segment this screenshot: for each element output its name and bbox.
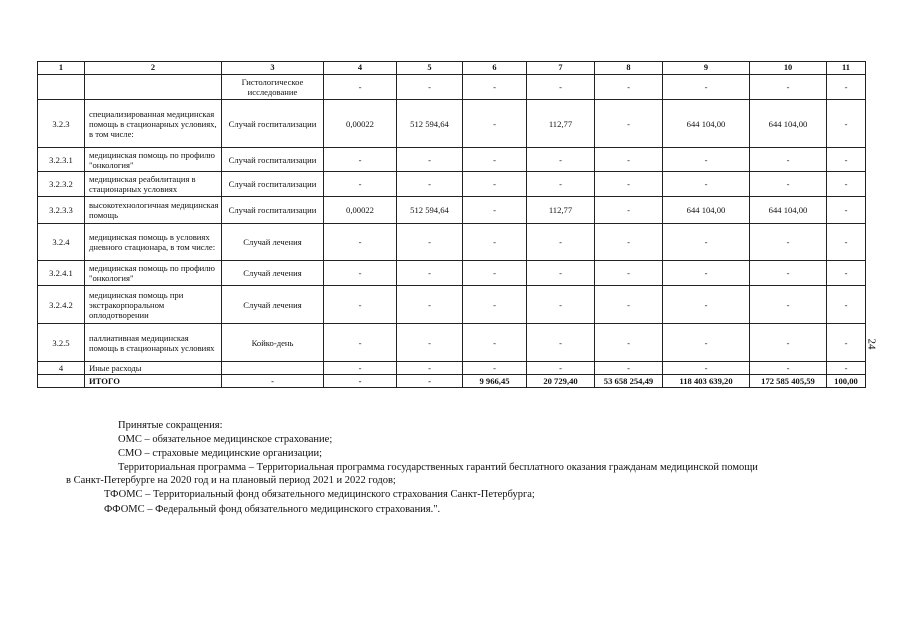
- row-value: -: [324, 148, 397, 172]
- row-value: -: [595, 224, 663, 261]
- row-description: медицинская реабилитация в стационарных условиях: [85, 172, 222, 197]
- row-unit: -: [222, 375, 324, 388]
- note-smo: СМО – страховые медицинские организации;: [118, 448, 323, 459]
- row-value: 172 585 405,59: [750, 375, 827, 388]
- row-value: -: [463, 286, 527, 324]
- row-value: -: [397, 172, 463, 197]
- row-description: [85, 75, 222, 100]
- row-value: -: [595, 286, 663, 324]
- row-value: -: [463, 100, 527, 148]
- row-value: 512 594,64: [397, 197, 463, 224]
- row-value: -: [527, 172, 595, 197]
- column-number: 9: [663, 62, 750, 75]
- page-number: 24: [865, 338, 878, 350]
- table-row: [38, 197, 866, 224]
- row-unit: Гистологическое исследование: [222, 75, 324, 100]
- row-value: -: [397, 362, 463, 375]
- row-unit: Койко-день: [222, 324, 324, 362]
- other-expenses-row: [38, 362, 866, 375]
- row-value: -: [324, 286, 397, 324]
- note-tfoms: ТФОМС – Территориальный фонд обязательного медицинского страхования Санкт-Петербурга;: [104, 489, 535, 500]
- row-value: -: [527, 261, 595, 286]
- column-number: 11: [827, 62, 866, 75]
- table-row: [38, 224, 866, 261]
- table-row: [38, 75, 866, 100]
- row-value: -: [463, 224, 527, 261]
- note-ffoms: ФФОМС – Федеральный фонд обязательного медицинского страхования.".: [104, 504, 441, 515]
- row-value: 112,77: [527, 197, 595, 224]
- row-value: -: [663, 362, 750, 375]
- row-value: 112,77: [527, 100, 595, 148]
- table-row: [38, 261, 866, 286]
- row-value: -: [463, 362, 527, 375]
- row-code: 3.2.3.3: [38, 197, 85, 224]
- row-value: -: [595, 172, 663, 197]
- row-value: -: [463, 324, 527, 362]
- note-program-line2: в Санкт-Петербурге на 2020 год и на плановый период 2021 и 2022 годов;: [66, 475, 396, 486]
- row-value: -: [397, 224, 463, 261]
- column-number: 4: [324, 62, 397, 75]
- row-unit: Случай госпитализации: [222, 172, 324, 197]
- row-value: 0,00022: [324, 197, 397, 224]
- row-value: -: [324, 261, 397, 286]
- row-value: -: [595, 148, 663, 172]
- row-description: медицинская помощь при экстракорпоральном оплодотворении: [85, 286, 222, 324]
- row-value: -: [663, 75, 750, 100]
- column-number: 7: [527, 62, 595, 75]
- row-value: -: [527, 324, 595, 362]
- row-value: 644 104,00: [663, 197, 750, 224]
- row-value: 644 104,00: [750, 100, 827, 148]
- row-unit: Случай лечения: [222, 224, 324, 261]
- row-description: медицинская помощь по профилю "онкология": [85, 261, 222, 286]
- row-value: -: [750, 224, 827, 261]
- row-value: -: [750, 362, 827, 375]
- row-value: -: [827, 324, 866, 362]
- row-value: -: [827, 224, 866, 261]
- row-value: -: [827, 172, 866, 197]
- notes-heading: Принятые сокращения:: [118, 420, 223, 431]
- row-value: -: [595, 100, 663, 148]
- table-row: [38, 286, 866, 324]
- row-value: -: [463, 261, 527, 286]
- row-value: -: [527, 148, 595, 172]
- row-value: -: [595, 324, 663, 362]
- row-unit: Случай лечения: [222, 261, 324, 286]
- total-row: [38, 375, 866, 388]
- column-number-row: [38, 62, 866, 75]
- row-value: -: [663, 324, 750, 362]
- row-code: [38, 75, 85, 100]
- row-value: -: [397, 148, 463, 172]
- row-unit: Случай лечения: [222, 286, 324, 324]
- row-value: -: [397, 261, 463, 286]
- note-program-line1: Территориальная программа – Территориальная программа государственных гарантий бесплатного оказания гражданам медицинской помощи: [118, 462, 758, 473]
- row-value: -: [324, 324, 397, 362]
- column-number: 10: [750, 62, 827, 75]
- row-description: высокотехнологичная медицинская помощь: [85, 197, 222, 224]
- row-value: 53 658 254,49: [595, 375, 663, 388]
- row-code: 3.2.5: [38, 324, 85, 362]
- row-value: -: [463, 197, 527, 224]
- row-description: Иные расходы: [85, 362, 222, 375]
- table-row: [38, 324, 866, 362]
- row-code: 3.2.3: [38, 100, 85, 148]
- row-value: -: [595, 261, 663, 286]
- row-value: -: [663, 148, 750, 172]
- row-value: -: [663, 172, 750, 197]
- column-number: 1: [38, 62, 85, 75]
- row-value: -: [527, 286, 595, 324]
- row-value: -: [527, 75, 595, 100]
- row-value: -: [827, 100, 866, 148]
- row-description: специализированная медицинская помощь в стационарных условиях, в том числе:: [85, 100, 222, 148]
- row-value: -: [750, 261, 827, 286]
- row-value: -: [827, 148, 866, 172]
- row-value: -: [595, 75, 663, 100]
- row-value: 0,00022: [324, 100, 397, 148]
- row-value: -: [663, 224, 750, 261]
- row-value: -: [397, 286, 463, 324]
- row-value: -: [827, 261, 866, 286]
- row-value: -: [463, 75, 527, 100]
- row-value: -: [397, 324, 463, 362]
- row-value: -: [827, 75, 866, 100]
- row-description: ИТОГО: [85, 375, 222, 388]
- row-value: -: [324, 75, 397, 100]
- row-code: 3.2.4: [38, 224, 85, 261]
- row-value: -: [750, 286, 827, 324]
- table-row: [38, 172, 866, 197]
- row-unit: [222, 362, 324, 375]
- row-code: [38, 375, 85, 388]
- row-value: -: [595, 197, 663, 224]
- table-row: [38, 148, 866, 172]
- column-number: 8: [595, 62, 663, 75]
- row-value: -: [663, 286, 750, 324]
- row-code: 3.2.4.2: [38, 286, 85, 324]
- row-value: 9 966,45: [463, 375, 527, 388]
- row-value: -: [595, 362, 663, 375]
- column-number: 5: [397, 62, 463, 75]
- row-value: -: [827, 362, 866, 375]
- row-value: -: [463, 148, 527, 172]
- row-value: 20 729,40: [527, 375, 595, 388]
- budget-table: [37, 61, 866, 388]
- column-number: 2: [85, 62, 222, 75]
- row-code: 3.2.3.2: [38, 172, 85, 197]
- column-number: 3: [222, 62, 324, 75]
- row-unit: Случай госпитализации: [222, 148, 324, 172]
- row-unit: Случай госпитализации: [222, 197, 324, 224]
- column-number: 6: [463, 62, 527, 75]
- row-value: -: [527, 362, 595, 375]
- row-value: 118 403 639,20: [663, 375, 750, 388]
- row-value: -: [397, 75, 463, 100]
- row-code: 4: [38, 362, 85, 375]
- table-row: [38, 100, 866, 148]
- row-value: -: [750, 75, 827, 100]
- row-value: -: [324, 375, 397, 388]
- row-description: медицинская помощь в условиях дневного стационара, в том числе:: [85, 224, 222, 261]
- row-value: 100,00: [827, 375, 866, 388]
- row-value: -: [463, 172, 527, 197]
- row-value: -: [750, 172, 827, 197]
- table-body: [38, 62, 866, 388]
- row-value: -: [324, 172, 397, 197]
- row-value: 644 104,00: [663, 100, 750, 148]
- row-value: -: [397, 375, 463, 388]
- row-value: 512 594,64: [397, 100, 463, 148]
- row-description: паллиативная медицинская помощь в стационарных условиях: [85, 324, 222, 362]
- row-value: -: [324, 224, 397, 261]
- row-value: -: [750, 148, 827, 172]
- row-value: 644 104,00: [750, 197, 827, 224]
- row-unit: Случай госпитализации: [222, 100, 324, 148]
- row-value: -: [750, 324, 827, 362]
- row-value: -: [827, 286, 866, 324]
- row-value: -: [827, 197, 866, 224]
- row-code: 3.2.3.1: [38, 148, 85, 172]
- row-description: медицинская помощь по профилю "онкология": [85, 148, 222, 172]
- row-code: 3.2.4.1: [38, 261, 85, 286]
- row-value: -: [324, 362, 397, 375]
- row-value: -: [663, 261, 750, 286]
- note-oms: ОМС – обязательное медицинское страхование;: [118, 434, 333, 445]
- row-value: -: [527, 224, 595, 261]
